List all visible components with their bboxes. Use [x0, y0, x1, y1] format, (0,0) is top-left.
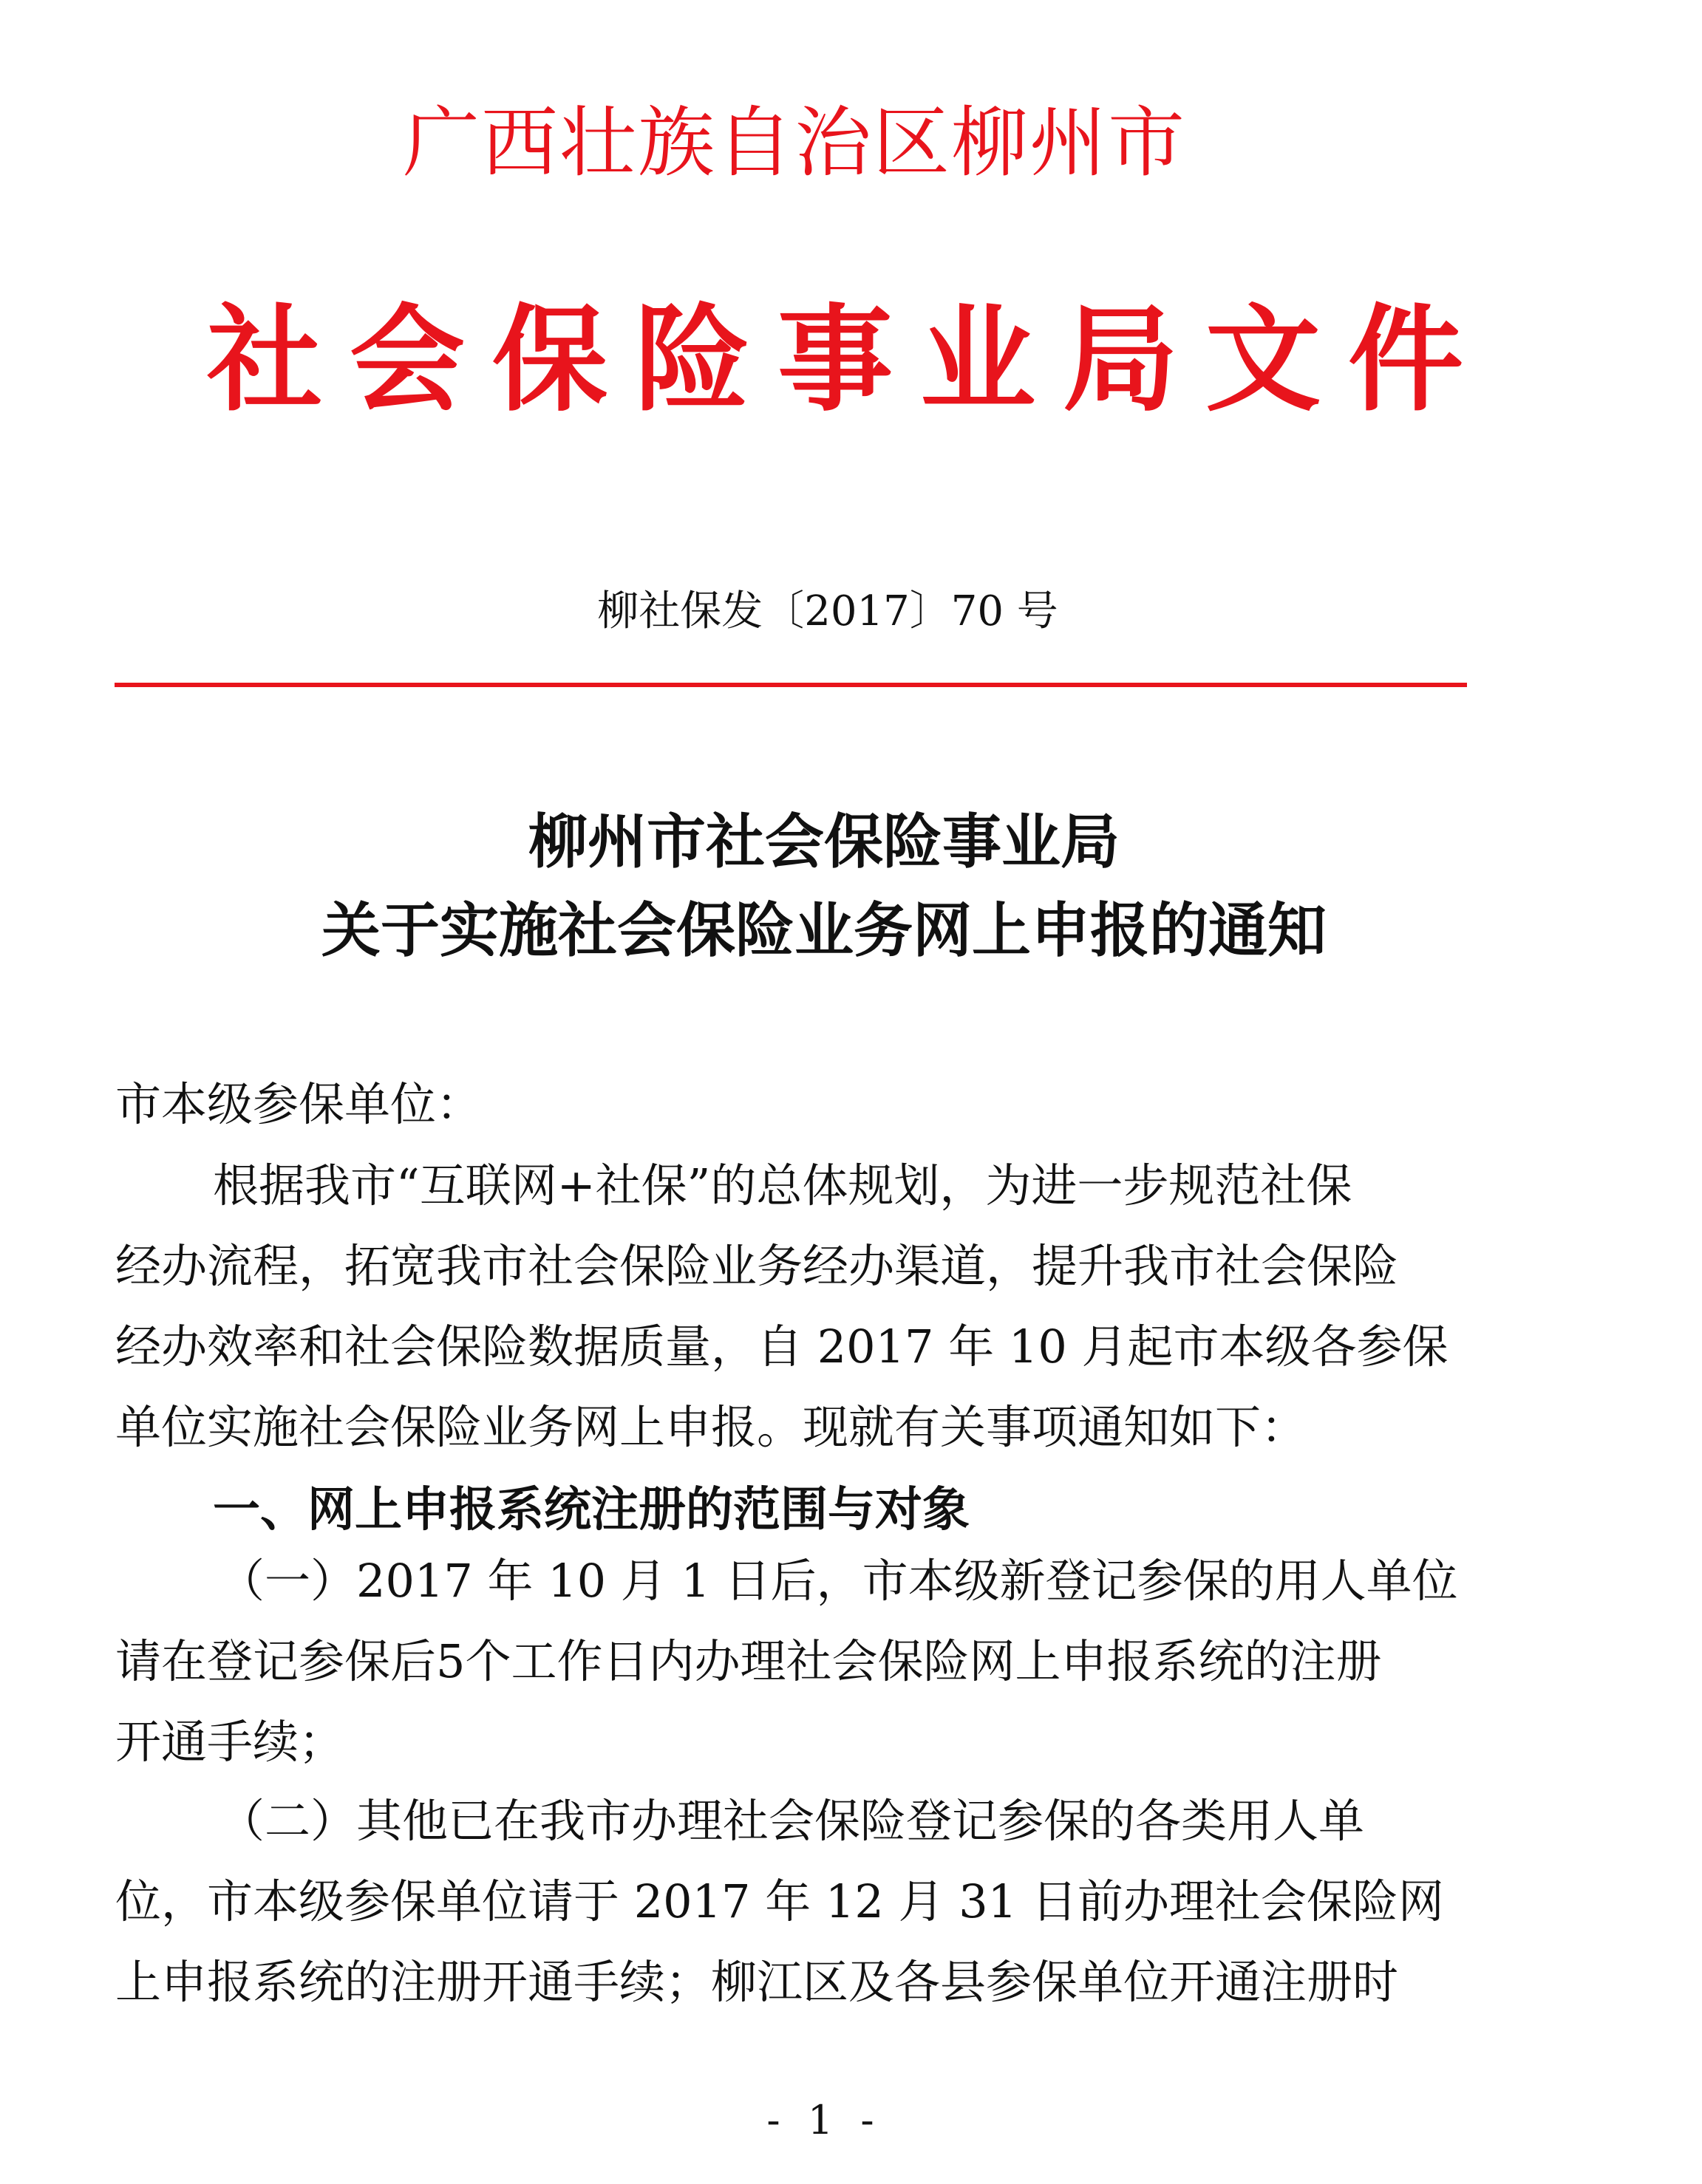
page-number: - 1 -	[766, 2097, 882, 2143]
document-number: 柳社保发〔2017〕70 号	[597, 587, 1058, 635]
list-item-1	[115, 1540, 1483, 1782]
title-char: 事	[777, 293, 893, 427]
salutation-text: 市本级参保单位：	[115, 1077, 483, 1131]
title-char: 险	[635, 293, 750, 427]
issuing-office-title	[207, 293, 1463, 427]
paragraph-line: （一）2017 年 10 月 1 日后，市本级新登记参保的用人单位	[219, 1554, 1458, 1608]
title-char: 保	[492, 293, 607, 427]
title-char: 业	[920, 293, 1035, 427]
title-char: 文	[1205, 293, 1321, 427]
header-divider	[115, 683, 1467, 687]
title-char: 件	[1348, 293, 1463, 427]
paragraph-line: 根据我市“互联网+社保”的总体规划，为进一步规范社保	[213, 1158, 1352, 1212]
title-char: 会	[350, 293, 465, 427]
list-item-2	[115, 1781, 1483, 2022]
paragraph-line: （二）其他已在我市办理社会保险登记参保的各类用人单	[219, 1794, 1365, 1848]
paragraph-line: 上申报系统的注册开通手续；柳江区及各县参保单位开通注册时	[115, 1955, 1399, 2009]
intro-paragraph	[115, 1145, 1483, 1467]
paragraph-line: 请在登记参保后5个工作日内办理社会保险网上申报系统的注册	[115, 1634, 1382, 1688]
paragraph-line: 经办流程，拓宽我市社会保险业务经办渠道，提升我市社会保险	[115, 1239, 1399, 1293]
issuing-region: 广西壮族自治区柳州市	[402, 98, 1186, 188]
section-heading	[115, 1470, 1483, 1551]
title-char: 局	[1063, 293, 1178, 427]
section-heading-text: 一、网上申报系统注册的范围与对象	[213, 1483, 970, 1538]
notice-title-line1: 柳州市社会保险事业局	[528, 808, 1120, 876]
salutation	[115, 1064, 1483, 1144]
paragraph-line: 开通手续；	[115, 1715, 345, 1769]
notice-title-line2: 关于实施社会保险业务网上申报的通知	[321, 896, 1327, 965]
paragraph-line: 位，市本级参保单位请于 2017 年 12 月 31 日前办理社会保险网	[115, 1874, 1444, 1928]
paragraph-line: 经办效率和社会保险数据质量，自 2017 年 10 月起市本级各参保	[115, 1320, 1449, 1373]
title-char: 社	[207, 293, 322, 427]
paragraph-line: 单位实施社会保险业务网上申报。现就有关事项通知如下：	[115, 1400, 1307, 1454]
